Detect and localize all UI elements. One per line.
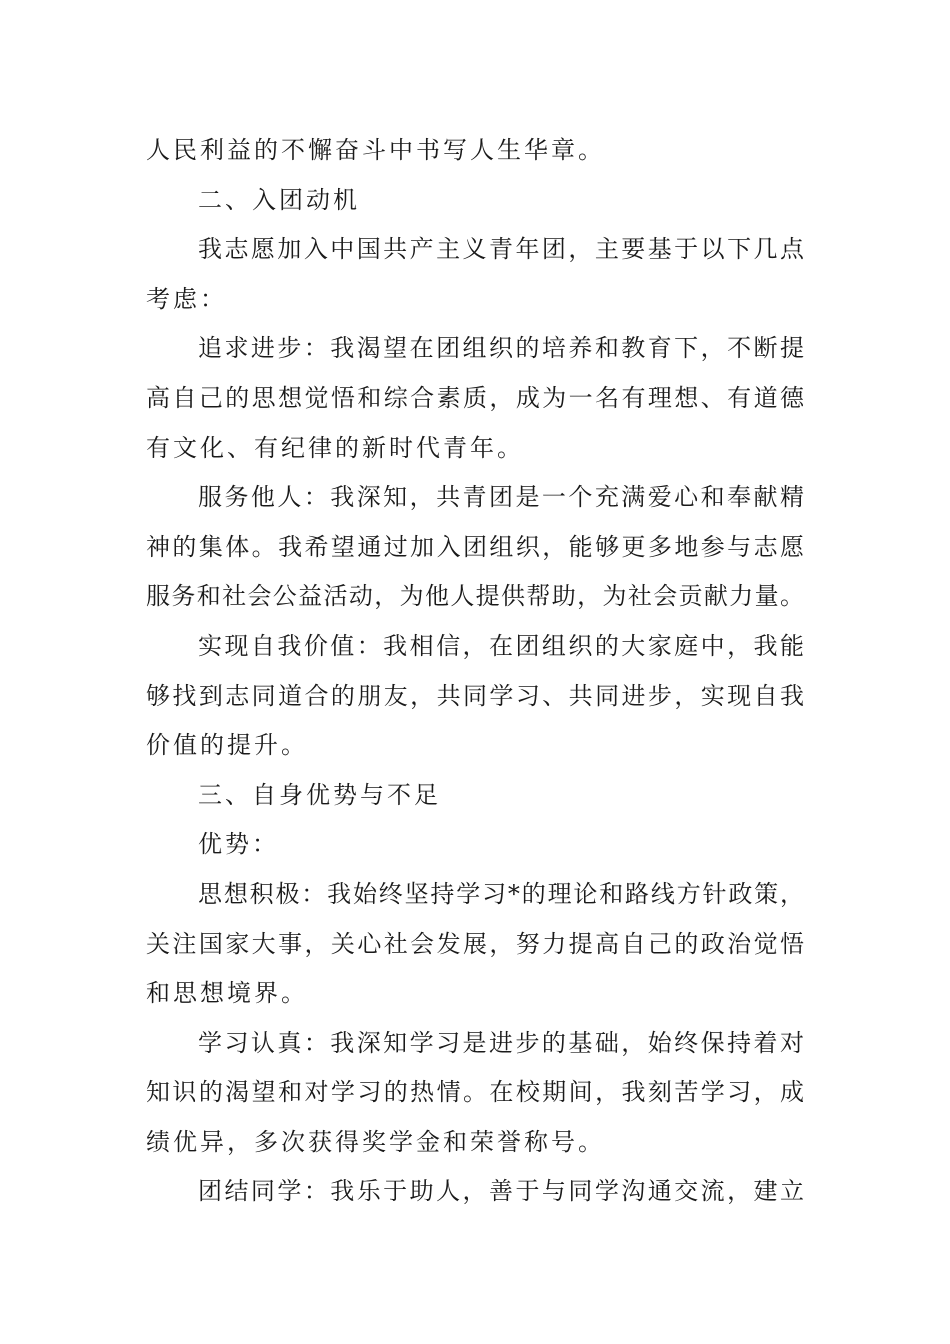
text-line: 和思想境界。 (146, 979, 308, 1008)
text-line: 绩优异，多次获得奖学金和荣誉称号。 (146, 1127, 605, 1156)
text-line: 考虑： (146, 284, 227, 313)
text-line: 团结同学：我乐于助人，善于与同学沟通交流，建立 (198, 1177, 804, 1206)
text-line: 优势： (198, 830, 279, 859)
text-line: 知识的渴望和对学习的热情。在校期间，我刻苦学习，成 (146, 1078, 804, 1107)
text-line: 实现自我价值：我相信，在团组织的大家庭中，我能 (198, 631, 804, 660)
text-line: 学习认真：我深知学习是进步的基础，始终保持着对 (198, 1028, 804, 1057)
text-line: 够找到志同道合的朋友，共同学习、共同进步，实现自我 (146, 681, 804, 710)
text-line: 人民利益的不懈奋斗中书写人生华章。 (146, 136, 605, 164)
text-line: 服务他人：我深知，共青团是一个充满爱心和奉献精 (198, 483, 804, 512)
text-line: 我志愿加入中国共产主义青年团，主要基于以下几点 (198, 235, 804, 264)
text-line: 神的集体。我希望通过加入团组织，能够更多地参与志愿 (146, 532, 804, 561)
text-line: 价值的提升。 (146, 731, 308, 760)
text-line: 关注国家大事，关心社会发展，努力提高自己的政治觉悟 (146, 929, 804, 958)
document-body (146, 126, 804, 1217)
text-line: 二、入团动机 (198, 185, 360, 214)
text-line: 追求进步：我渴望在团组织的培养和教育下，不断提 (198, 334, 804, 363)
text-line: 思想积极：我始终坚持学习*的理论和路线方针政策， (198, 879, 804, 908)
text-line: 有文化、有纪律的新时代青年。 (146, 433, 524, 462)
text-line: 高自己的思想觉悟和综合素质，成为一名有理想、有道德 (146, 383, 804, 412)
text-line: 三、自身优势与不足 (198, 780, 441, 809)
text-line: 服务和社会公益活动，为他人提供帮助，为社会贡献力量。 (146, 582, 804, 611)
